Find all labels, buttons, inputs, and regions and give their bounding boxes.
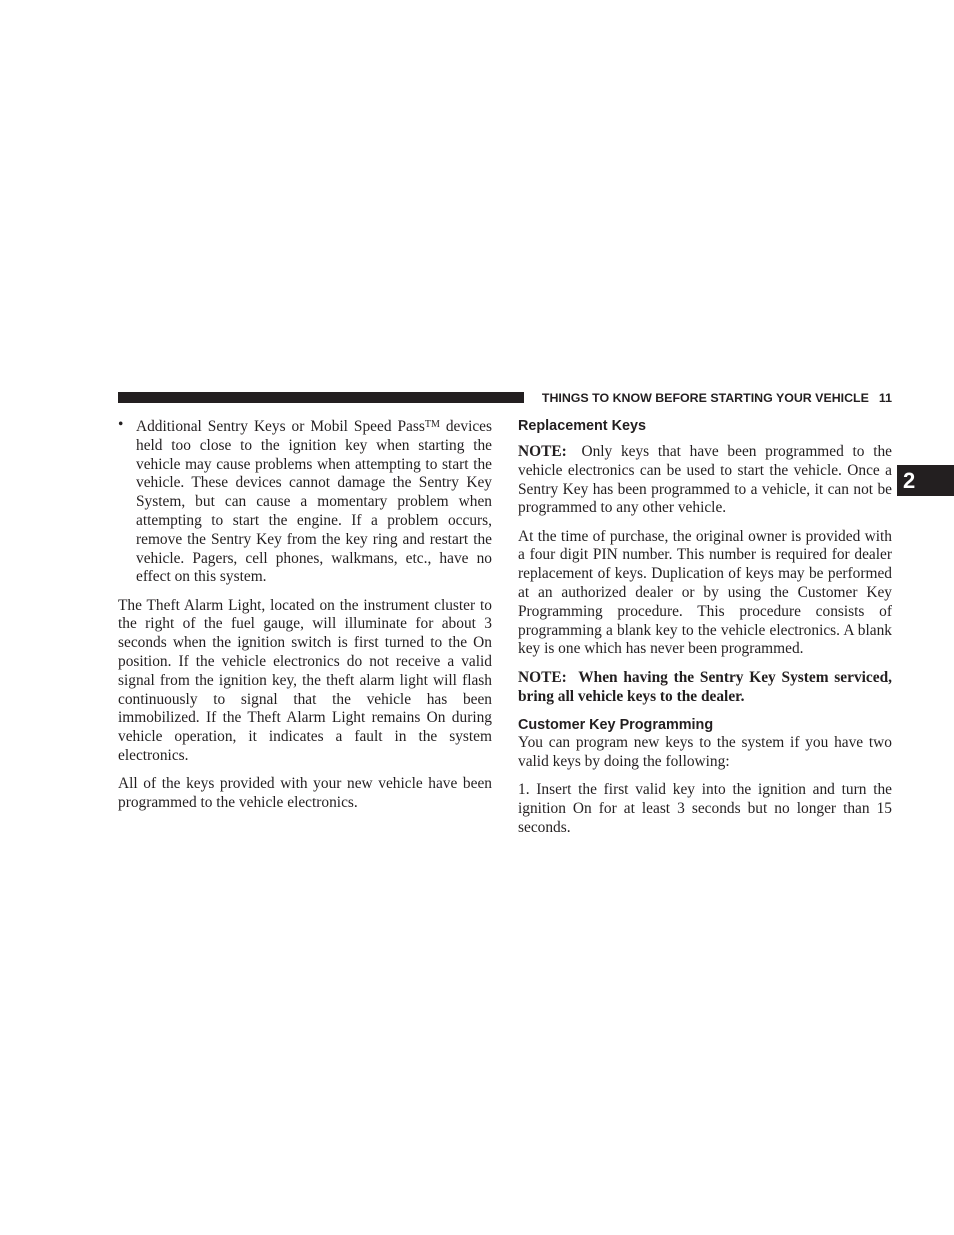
paragraph-purchase-pin: At the time of purchase, the original owner is provided with a four digit PIN number. This number is required for dealer replacement of keys. Duplication of keys may be performed at an authorized dealer or by using the Customer Key Programming procedure. This procedure consists of programming a blank key to the vehicle electronics. A blank key is one which has never been programmed. (518, 527, 892, 658)
paragraph-keys-programmed: All of the keys provided with your new vehicle have been programmed to the vehicle electronics. (118, 775, 492, 812)
note-programmed-keys (518, 443, 892, 518)
paragraph-program-intro: You can program new keys to the system if you have two valid keys by doing the following: (518, 733, 892, 770)
chapter-tab: 2 (897, 465, 954, 496)
bullet-text-part2: devices held too close to the ignition key when starting the vehicle may cause problems when attempting to start the vehicle. These devices cannot damage the Sentry Key System, but can cause a momentary problem when attempting to start the engine. If a problem occurs, remove the Sentry Key from the key ring and restart the vehicle. Pagers, cell phones, walkmans, etc., have no effect on this system. (136, 418, 492, 586)
note-label: NOTE: (518, 668, 567, 686)
left-column (118, 416, 492, 822)
bullet-text-part1: Additional Sentry Keys or Mobil Speed Pass (136, 418, 425, 435)
running-header (530, 390, 892, 406)
note-text: Only keys that have been programmed to the vehicle electronics can be used to start the vehicle. Once a Sentry Key has been programmed to a vehicle, it can not be programmed to any other vehicle. (518, 443, 892, 517)
step-1: 1. Insert the first valid key into the ignition and turn the ignition On for at least 3 seconds but no longer than 15 seconds. (518, 780, 892, 836)
right-column (518, 416, 892, 847)
note-service-keys (518, 669, 892, 707)
bullet-item-speed-pass (118, 416, 492, 587)
page-number: 11 (878, 391, 892, 405)
heading-replacement-keys: Replacement Keys (518, 418, 646, 434)
header-rule (118, 392, 524, 403)
trademark-mark: TM (424, 419, 440, 430)
note-text: When having the Sentry Key System serviced, bring all vehicle keys to the dealer. (518, 668, 892, 705)
note-label: NOTE: (518, 443, 567, 460)
bullet-dot-icon: • (118, 416, 124, 433)
heading-customer-key-programming: Customer Key Programming (518, 716, 714, 733)
paragraph-theft-alarm-light: The Theft Alarm Light, located on the instrument cluster to the right of the fuel gauge, will illuminate for about 3 seconds when the ignition switch is first turned to the On position. If the vehicle electronics do not receive a valid signal from the ignition key, the theft alarm light will flash continuously to signal that the vehicle has been immobilized. If the Theft Alarm Light remains On during vehicle operation, it indicates a fault in the system electronics. (118, 596, 492, 765)
section-title: THINGS TO KNOW BEFORE STARTING YOUR VEHICLE (541, 391, 869, 405)
